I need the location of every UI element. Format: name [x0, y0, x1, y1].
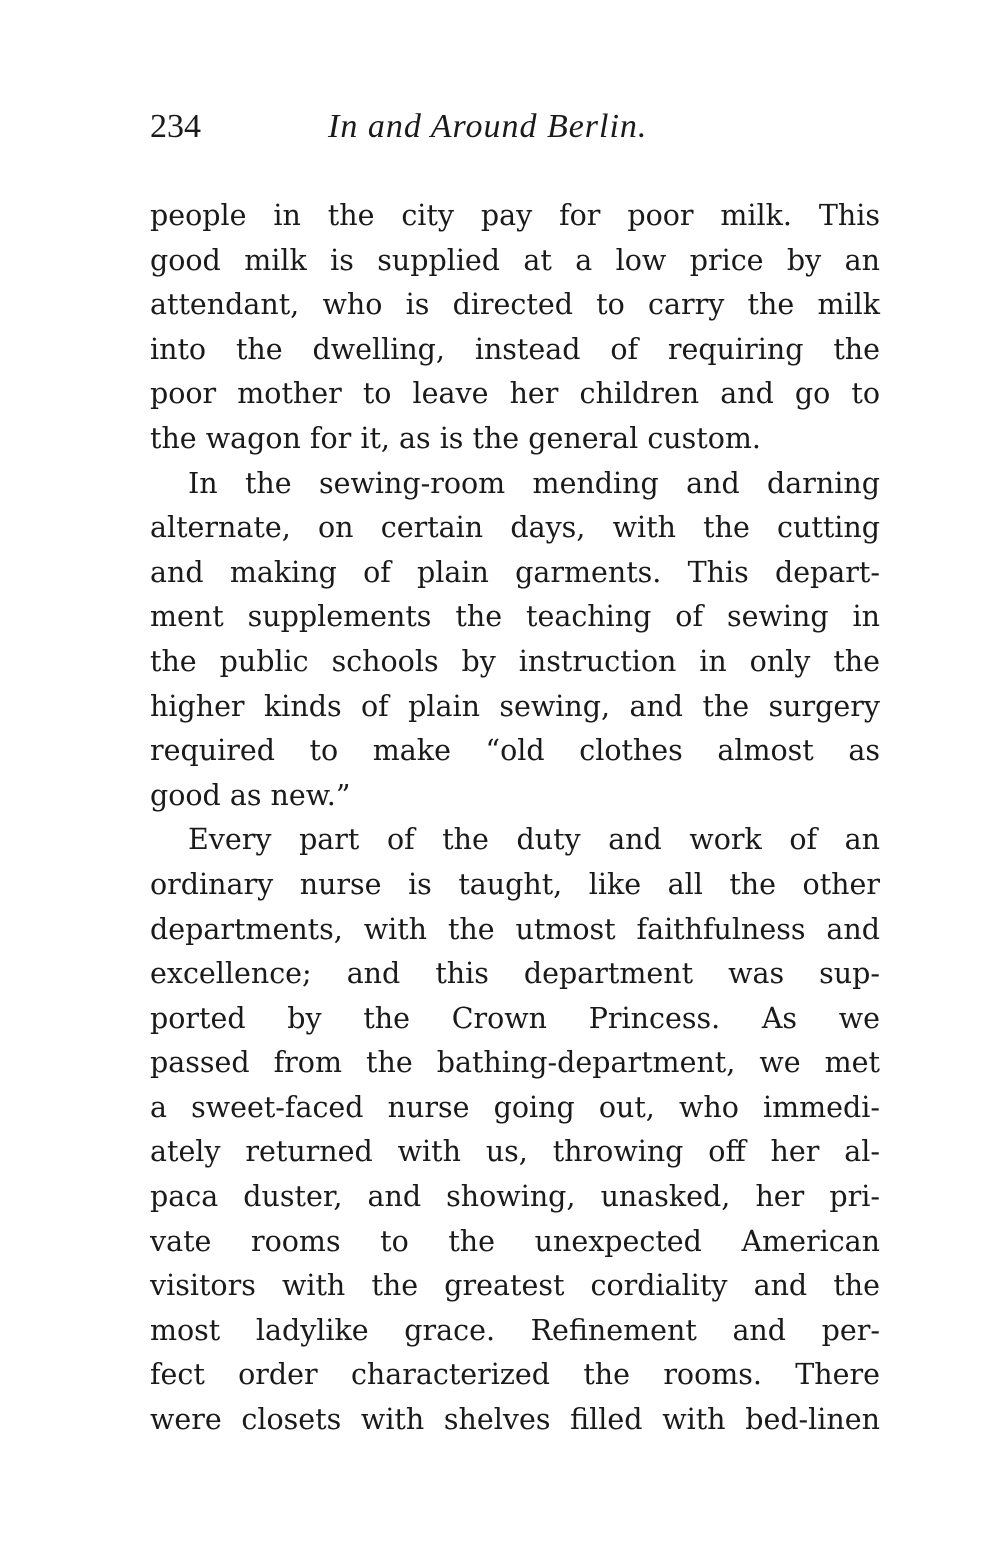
text-line: passed from the bathing-department, we met: [150, 1046, 880, 1080]
text-line: vate rooms to the unexpected American: [150, 1224, 880, 1258]
text-line: ment supplements the teaching of sewing in: [150, 600, 880, 634]
text-line: alternate, on certain days, with the cutting: [150, 511, 880, 545]
text-line: ordinary nurse is taught, like all the other: [150, 867, 880, 901]
text-line: excellence; and this department was sup-: [150, 957, 880, 991]
text-line: higher kinds of plain sewing, and the surgery: [150, 689, 880, 723]
text-line: paca duster, and showing, unasked, her pri-: [150, 1180, 880, 1214]
text-line: into the dwelling, instead of requiring the: [150, 332, 880, 366]
body-text: [150, 194, 880, 1443]
text-line: a sweet-faced nurse going out, who immedi-: [150, 1090, 880, 1124]
text-line: good as new.”: [150, 778, 351, 812]
text-line: departments, with the utmost faithfulness and: [150, 912, 880, 946]
text-line: fect order characterized the rooms. There: [150, 1358, 880, 1392]
text-line: required to make “old clothes almost as: [150, 734, 880, 768]
text-line: the public schools by instruction in only the: [150, 644, 880, 678]
text-line: poor mother to leave her children and go to: [150, 377, 880, 411]
page-number: 234: [150, 108, 201, 145]
text-line: most ladylike grace. Refinement and per-: [150, 1313, 880, 1347]
text-line: good milk is supplied at a low price by an: [150, 243, 880, 277]
running-title: In and Around Berlin.: [328, 108, 648, 145]
text-line: the wagon for it, as is the general custom.: [150, 421, 761, 455]
text-line: people in the city pay for poor milk. This: [150, 199, 880, 232]
text-line: and making of plain garments. This depart-: [150, 555, 880, 589]
text-line: were closets with shelves filled with bed-linen: [150, 1403, 880, 1437]
text-line: attendant, who is directed to carry the milk: [150, 288, 880, 322]
paragraph-start-line: In the sewing-room mending and darning: [188, 466, 880, 500]
text-line: ported by the Crown Princess. As we: [150, 1001, 880, 1035]
text-line: ately returned with us, throwing off her al-: [150, 1135, 880, 1169]
running-head: [150, 108, 880, 158]
paragraph-start-line: Every part of the duty and work of an: [188, 823, 880, 857]
text-line: visitors with the greatest cordiality and the: [150, 1269, 880, 1303]
